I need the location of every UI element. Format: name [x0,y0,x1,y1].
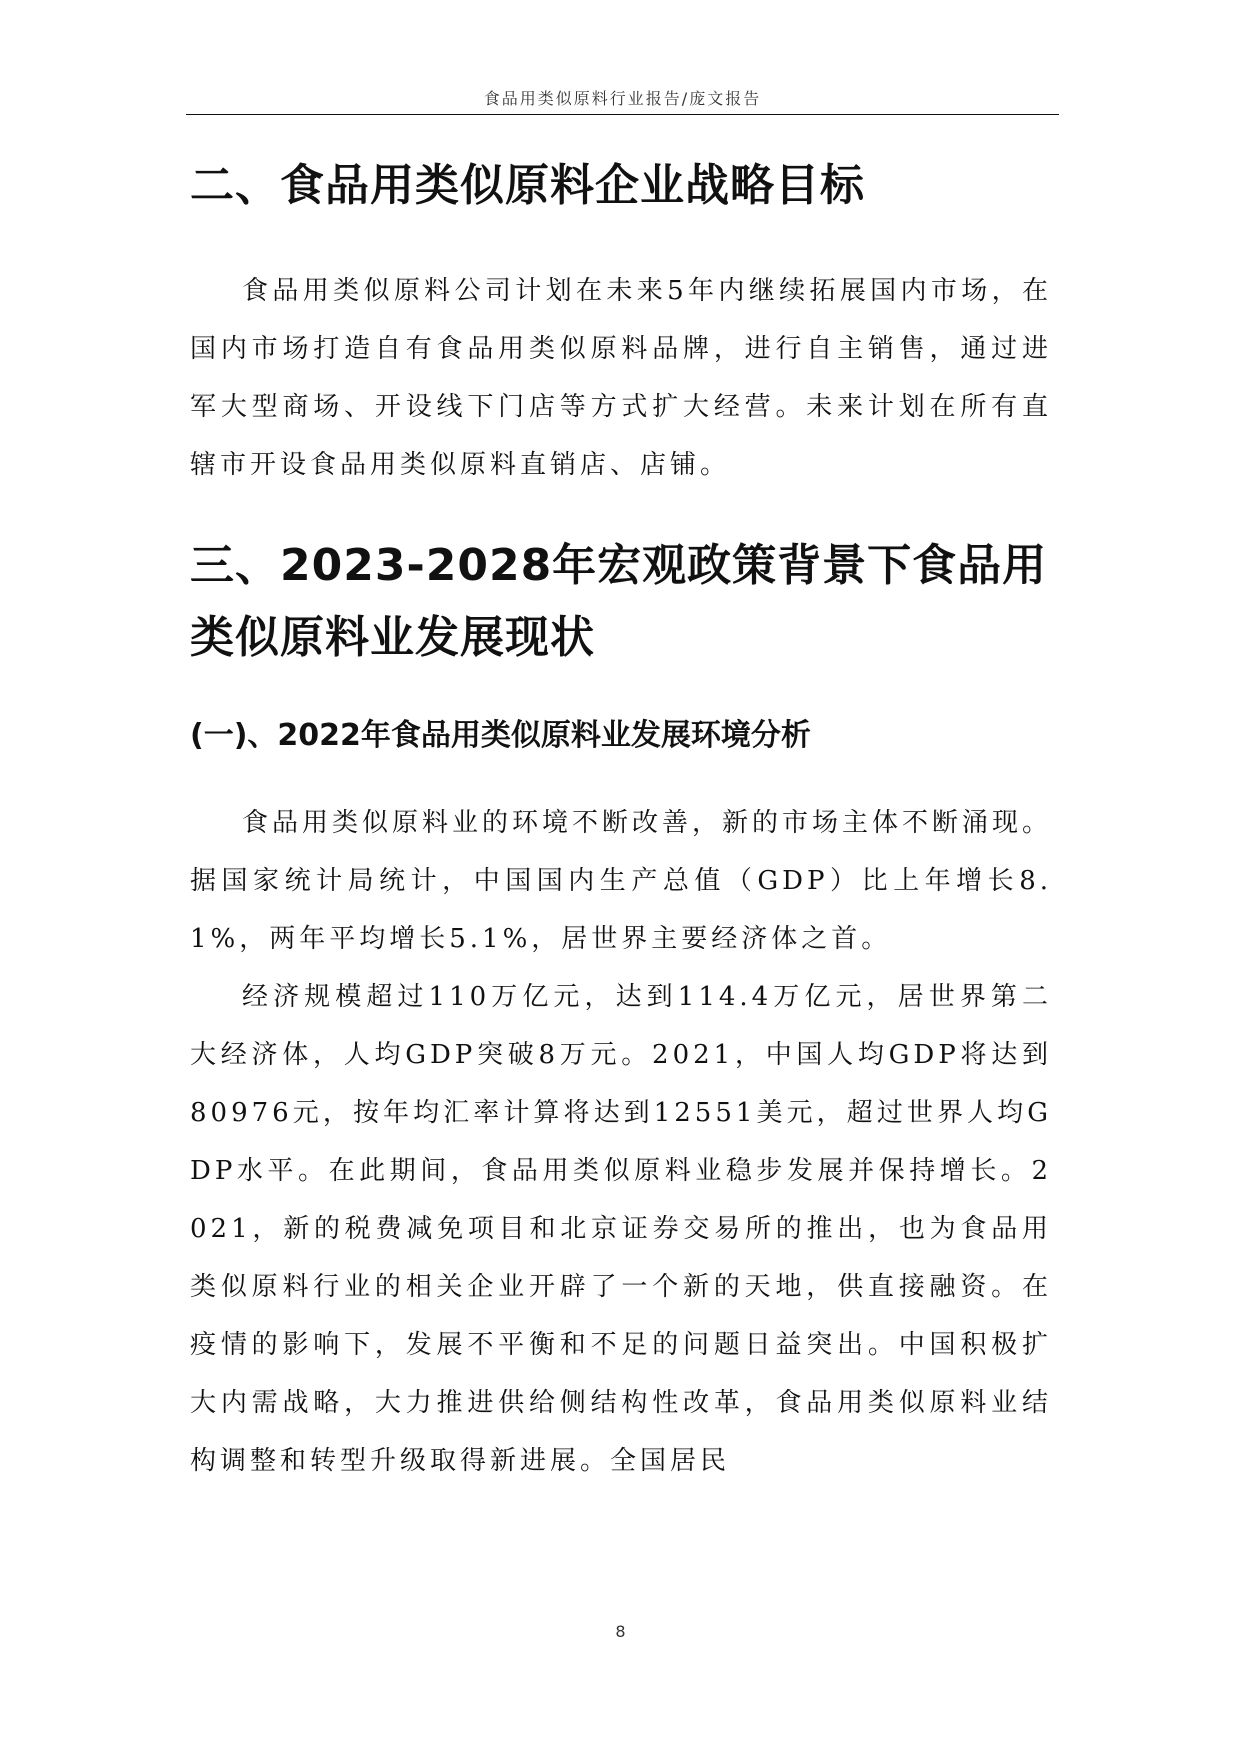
section-2-paragraph: 食品用类似原料公司计划在未来5年内继续拓展国内市场，在国内市场打造自有食品用类似原料品牌，进行自主销售，通过进军大型商场、开设线下门店等方式扩大经营。未来计划在所有直辖市开设食品用类似原料直销店、店铺。 [190,276,1052,480]
section-2-heading: 二、食品用类似原料企业战略目标 [190,160,865,211]
section-3-heading: 三、2023-2028年宏观政策背景下食品用类似原料业发展现状 [190,540,1048,663]
subsection-1-heading: (一)、2022年食品用类似原料业发展环境分析 [190,718,811,753]
subsection-1-paragraph: 食品用类似原料业的环境不断改善，新的市场主体不断涌现。据国家统计局统计，中国国内生产总值（GDP）比上年增长8.1%，两年平均增长5.1%，居世界主要经济体之首。 [190,808,1053,954]
header-divider [186,114,1059,115]
running-header: 食品用类似原料行业报告/庞文报告 [483,89,762,108]
subsection-1-paragraph: 经济规模超过110万亿元，达到114.4万亿元，居世界第二大经济体，人均GDP突破8万元。2021，中国人均GDP将达到80976元，按年均汇率计算将达到12551美元，超过世界人均GDP水平。在此期间，食品用类似原料业稳步发展并保持增长。2021，新的税费减免项目和北京证券交易所的推出，也为食品用类似原料行业的相关企业开辟了一个新的天地，供直接融资。在疫情的影响下，发展不平衡和不足的问题日益突出。中国积极扩大内需战略，大力推进供给侧结构性改革，食品用类似原料业结构调整和转型升级取得新进展。全国居民 [190,982,1052,1476]
page-number: 8 [615,1622,626,1641]
page-content [190,150,1052,1490]
